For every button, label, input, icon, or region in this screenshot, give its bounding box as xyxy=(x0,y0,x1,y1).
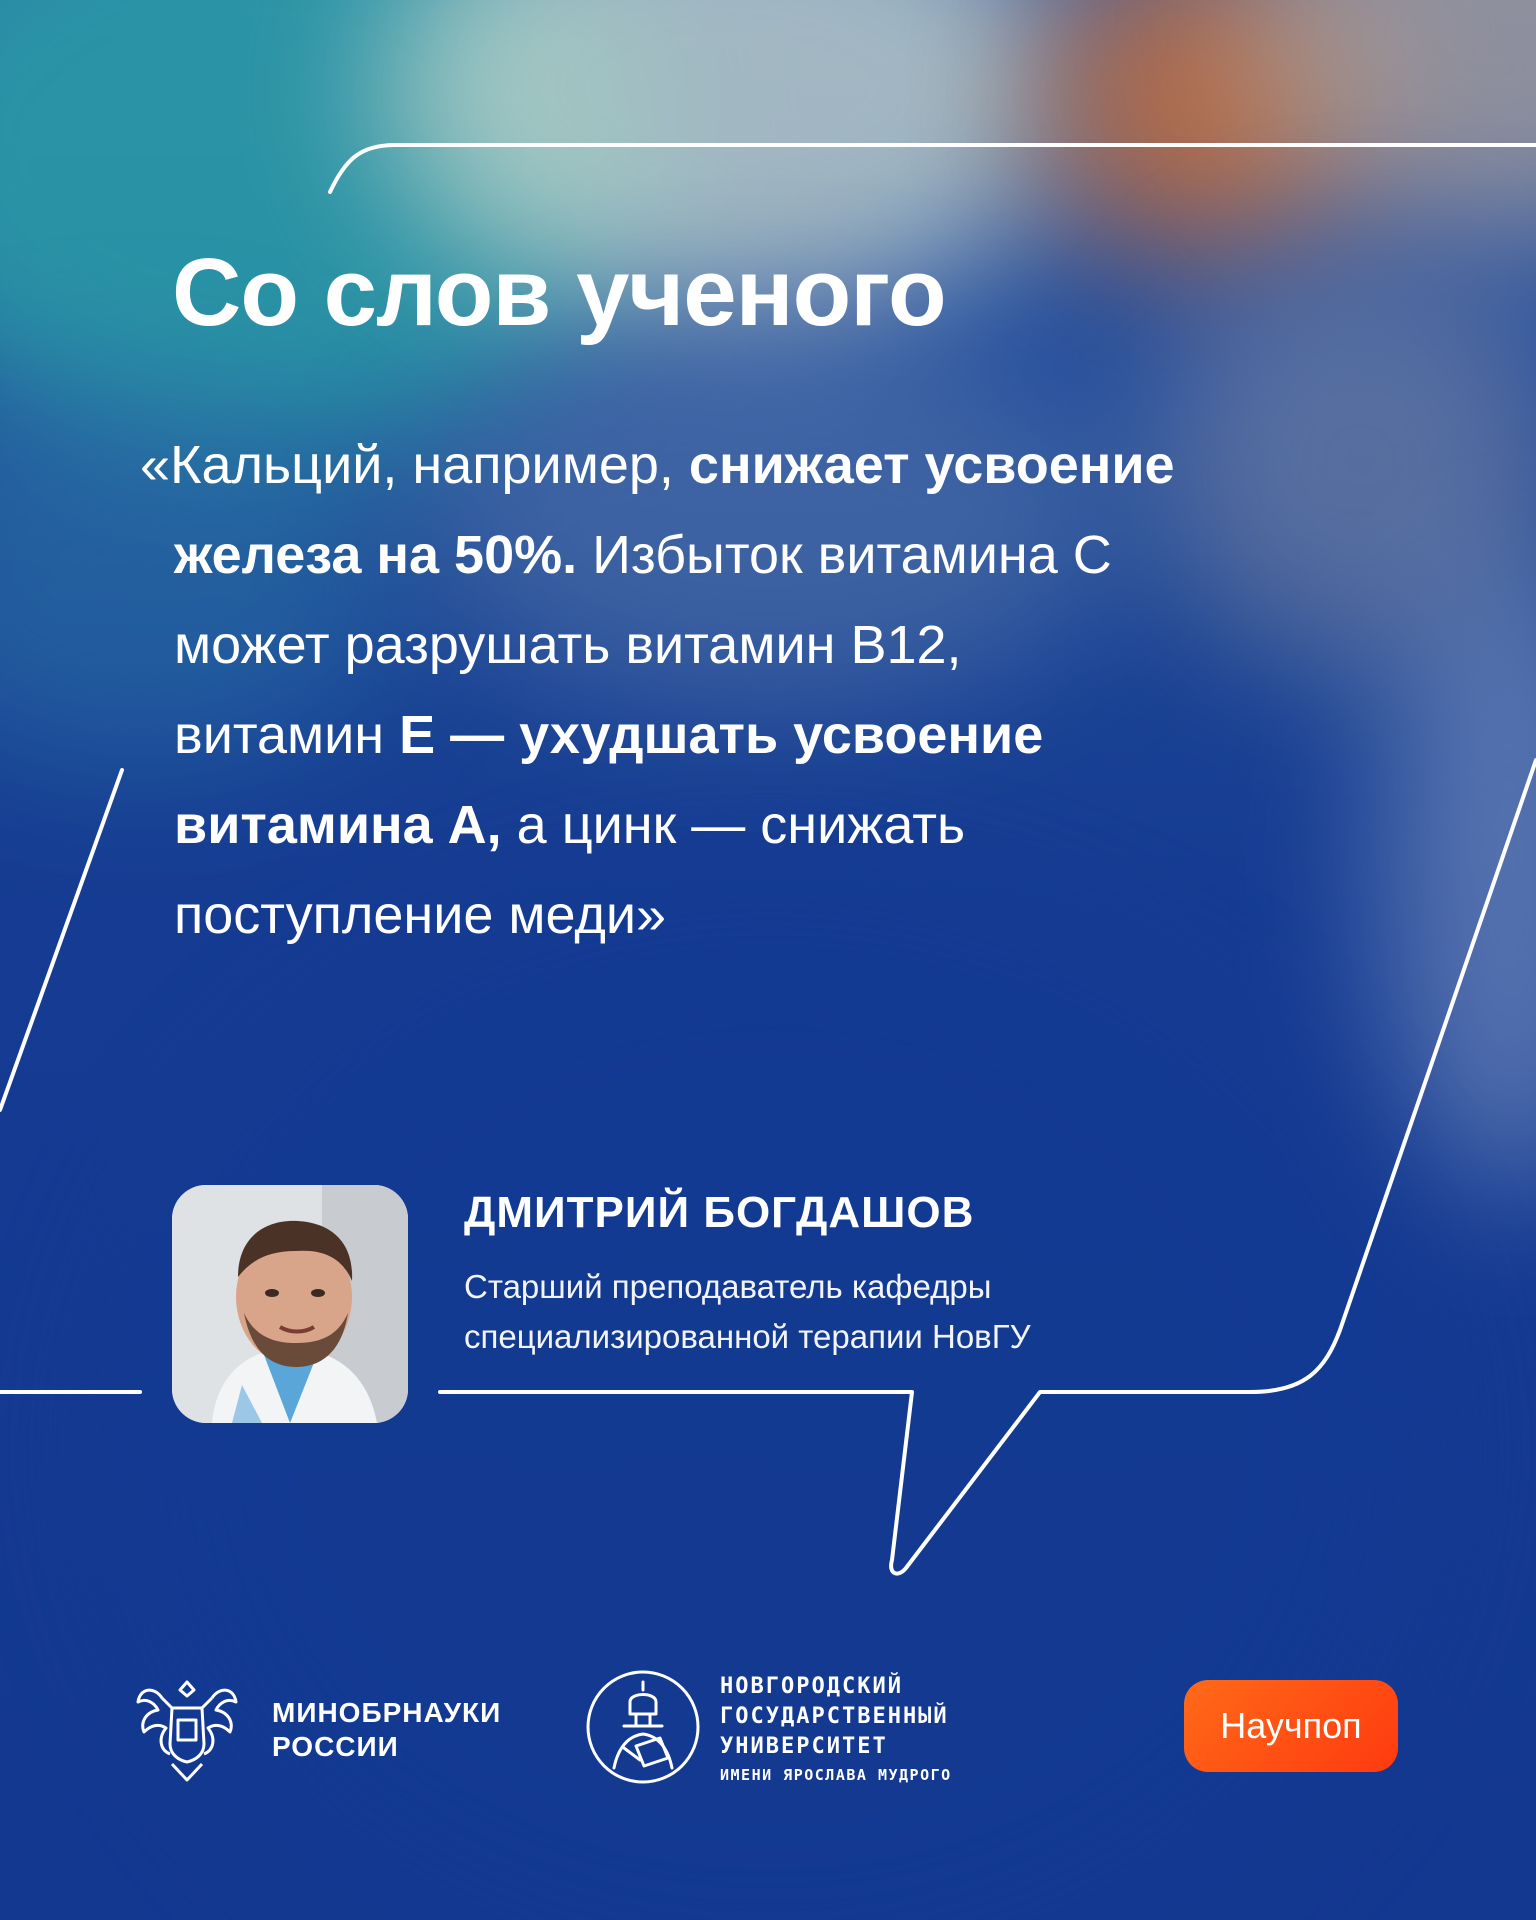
quote-line-4: витамин Е — ухудшать усвоение xyxy=(174,705,1044,765)
university-line-4: ИМЕНИ ЯРОСЛАВА МУДРОГО xyxy=(720,1766,952,1784)
author-role-line-1: Старший преподаватель кафедры xyxy=(464,1268,992,1305)
quote-line-2: железа на 50%. Избыток витамина С xyxy=(174,525,1112,585)
university-line-3: УНИВЕРСИТЕТ xyxy=(720,1734,888,1759)
ministry-line-1: МИНОБРНАУКИ xyxy=(272,1697,502,1728)
avatar xyxy=(172,1185,408,1423)
ministry-line-2: РОССИИ xyxy=(272,1731,399,1762)
nauchpop-badge: Научпоп xyxy=(1184,1680,1398,1772)
avatar-photo xyxy=(172,1185,408,1423)
quote-line-1: «Кальций, например, снижает усвоение xyxy=(140,435,1175,495)
author-role xyxy=(464,1262,1164,1362)
university-line-2: ГОСУДАРСТВЕННЫЙ xyxy=(720,1704,949,1729)
russian-coat-of-arms-icon xyxy=(132,1668,242,1786)
ministry-logo-text xyxy=(272,1696,501,1764)
quote-line-3: может разрушать витамин В12, xyxy=(174,615,962,675)
university-logo-text xyxy=(720,1672,952,1788)
author-name: ДМИТРИЙ БОГДАШОВ xyxy=(464,1188,975,1237)
quote-line-6: поступление меди» xyxy=(174,885,667,945)
page-title: Со слов ученого xyxy=(172,239,946,346)
novgu-emblem-icon xyxy=(584,1668,702,1786)
university-line-1: НОВГОРОДСКИЙ xyxy=(720,1674,903,1699)
quote-text xyxy=(140,420,1410,960)
quote-line-5: витамина А, а цинк — снижать xyxy=(174,795,966,855)
author-role-line-2: специализированной терапии НовГУ xyxy=(464,1318,1031,1355)
